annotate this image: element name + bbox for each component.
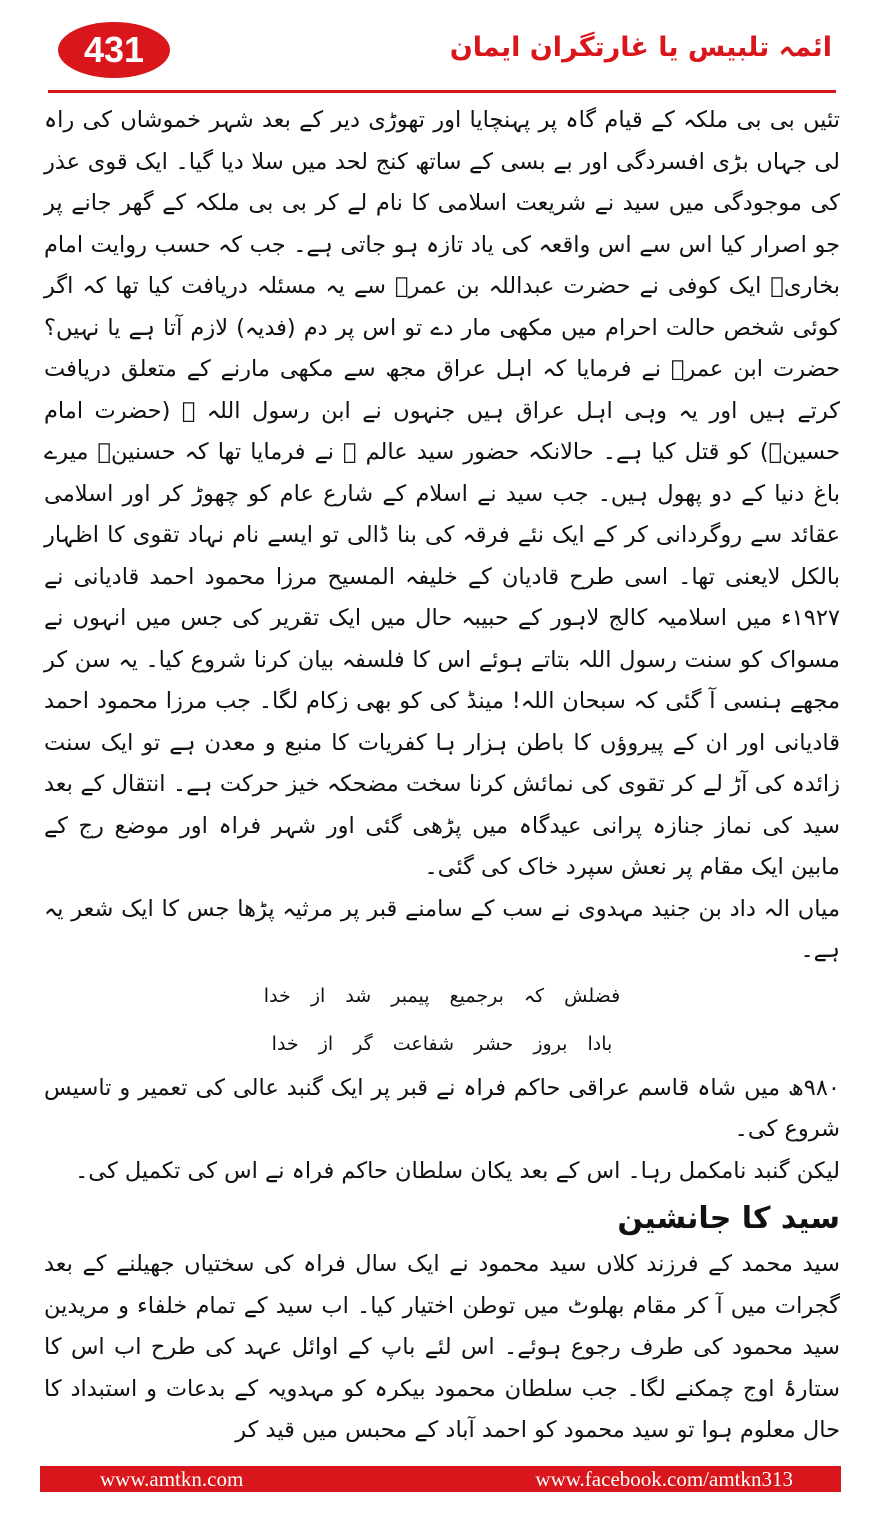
body-paragraph: میاں الہ داد بن جنید مہدوی نے سب کے سامنے قبر پر مرثیہ پڑھا جس کا ایک شعر یہ ہے۔ xyxy=(44,895,840,963)
header-divider xyxy=(48,90,836,93)
footer-bar xyxy=(40,1466,841,1492)
page-body xyxy=(44,100,840,1452)
book-title: ائمہ تلبیس یا غارتگران ایمان xyxy=(449,32,832,63)
facebook-link[interactable]: www.facebook.com/amtkn313 xyxy=(535,1467,793,1491)
poem-line: فضلش کہ برجمیع پیمبر شد از خدا xyxy=(263,984,621,1007)
body-paragraph: ۹۸۰ھ میں شاہ قاسم عراقی حاکم فراہ نے قبر پر ایک گنبد عالی کی تعمیر و تاسیس شروع کی۔ xyxy=(44,1074,840,1142)
poem xyxy=(44,972,840,1068)
website-link[interactable]: www.amtkn.com xyxy=(100,1467,244,1491)
poem-line: بادا بروز حشر شفاعت گر از خدا xyxy=(271,1032,613,1055)
body-paragraph: لیکن گنبد نامکمل رہا۔ اس کے بعد یکان سلطان حاکم فراہ نے اس کی تکمیل کی۔ xyxy=(75,1157,840,1184)
page-number-badge: 431 xyxy=(58,22,170,78)
section-heading: سید کا جانشین xyxy=(617,1201,840,1236)
body-paragraph: تئیں بی بی ملکہ کے قیام گاہ پر پہنچایا اور تھوڑی دیر کے بعد شہر خموشاں کی راہ لی جہاں بڑی افسردگی اور بے بسی کے ساتھ کنج لحد میں سلا دیا گیا۔ ایک قوی عذر کی موجودگی میں سید نے شریعت اسلامی کا نام لے کر بی بی ملکہ کے گھر جانے پر جو اصرار کیا اس سے اس واقعہ کی یاد تازہ ہو جاتی ہے۔ جب کہ حسب روایت امام بخاریؒ ایک کوفی نے حضرت عبداللہ بن عمرؓ سے یہ مسئلہ دریافت کیا تھا کہ اگر کوئی شخص حالت احرام میں مکھی مار دے تو اس پر دم (فدیہ) لازم آتا ہے یا نہیں؟ حضرت ابن عمرؓ نے فرمایا کہ اہل عراق مجھ سے مکھی مارنے کے متعلق دریافت کرتے ہیں اور یہ وہی اہل عراق ہیں جنہوں نے ابن رسول اللہ ﷺ (حضرت امام حسینؓ) کو قتل کیا ہے۔ حالانکہ حضور سید عالم ﷺ نے فرمایا تھا کہ حسنینؓ میرے باغ دنیا کے دو پھول ہیں۔ جب سید نے اسلام کے شارع عام کو چھوڑ کر اور اسلامی عقائد سے روگردانی کر کے ایک نئے فرقہ کی بنا ڈالی تو ایسے نام نہاد تقوی کا اظہار بالکل لایعنی تھا۔ اسی طرح قادیان کے خلیفہ المسیح مرزا محمود احمد قادیانی نے ۱۹۲۷ء میں اسلامیہ کالج لاہور کے حبیبہ حال میں ایک تقریر کی جس میں انہوں نے مسواک کو سنت رسول اللہ بتاتے ہوئے اس کا فلسفہ بیان کرنا شروع کیا۔ یہ سن کر مجھے ہنسی آ گئی کہ سبحان اللہ! مینڈ کی کو بھی زکام لگا۔ جب مرزا محمود احمد قادیانی اور ان کے پیروؤں کا باطن ہزار ہا کفریات کا منبع و معدن ہے تو ایک سنت زائدہ کی آڑ لے کر تقوی کی نمائش کرنا سخت مضحکہ خیز حرکت ہے۔ انتقال کے بعد سید کی نماز جنازہ پرانی عیدگاہ میں پڑھی گئی اور شہر فراہ اور موضع رج کے مابین ایک مقام پر نعش سپرد خاک کی گئی۔ xyxy=(44,107,840,880)
body-paragraph: سید محمد کے فرزند کلاں سید محمود نے ایک سال فراہ کی سختیاں جھیلنے کے بعد گجرات میں آ کر مقام بھلوٹ میں توطن اختیار کیا۔ اب سید کے تمام خلفاء و مریدین سید محمود کی طرف رجوع ہوئے۔ اس لئے باپ کے اوائل عہد کی طرح اب اس کا ستارۂ اوج چمکنے لگا۔ جب سلطان محمود بیکرہ کو مہدویہ کے بدعات و استبداد کا حال معلوم ہوا تو سید محمود کو احمد آباد کے محبس میں قید کر xyxy=(44,1251,840,1443)
page-header xyxy=(48,18,836,94)
